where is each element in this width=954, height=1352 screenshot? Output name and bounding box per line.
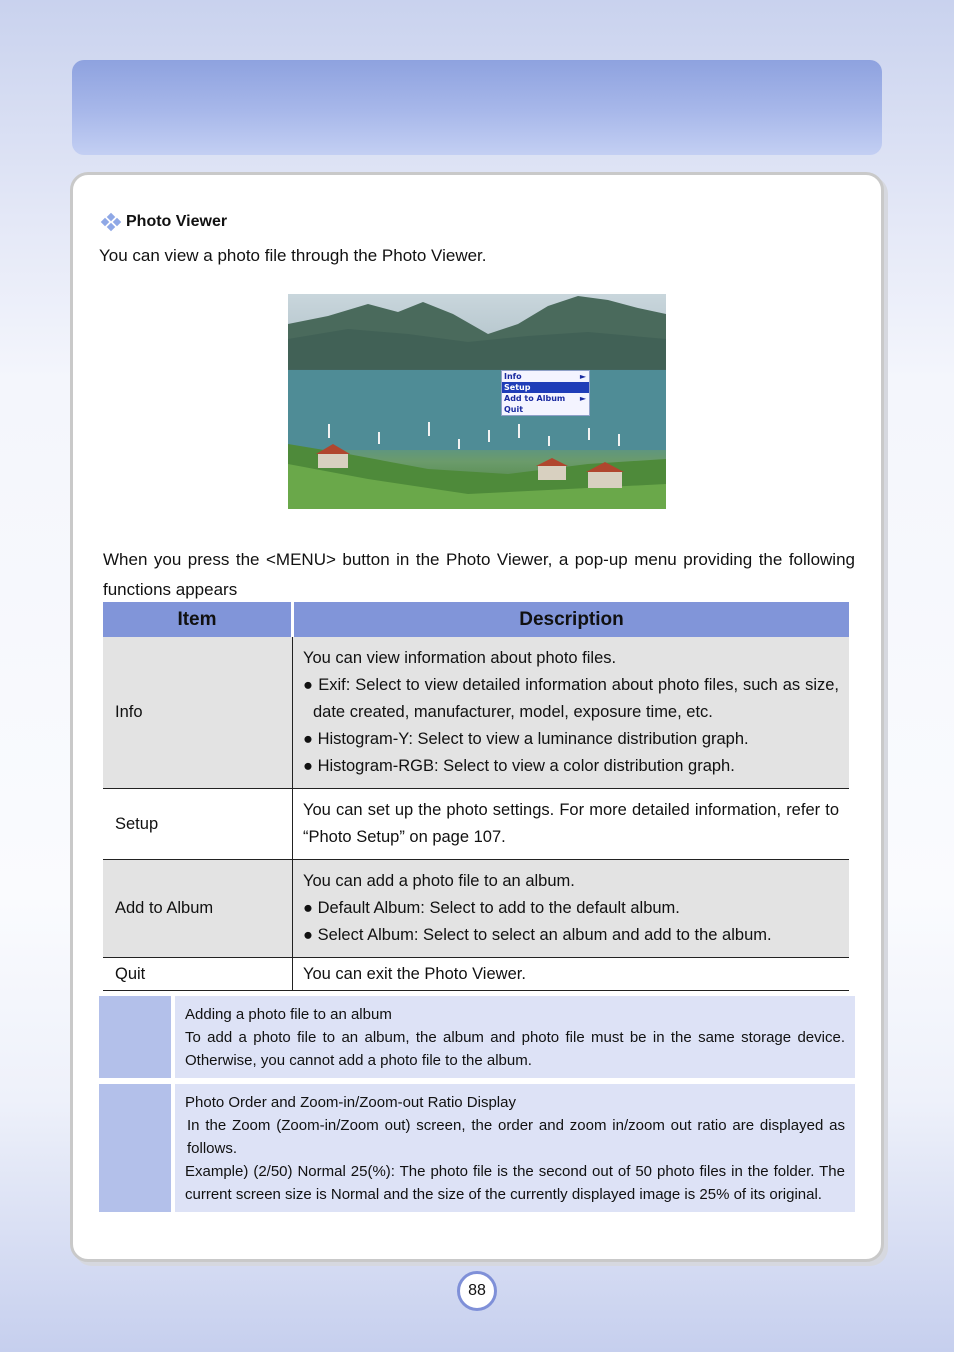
bullet-item: ● Histogram-RGB: Select to view a color distribution graph.: [303, 757, 735, 775]
section-heading: [101, 213, 227, 231]
photo-viewer-screenshot: [288, 294, 666, 509]
description-cell: [293, 958, 850, 991]
section-title: Photo Viewer: [126, 213, 228, 230]
note-text: To add a photo file to an album, the album and photo file must be in the same storage device. Otherwise, you cannot add a photo file to the album.: [185, 1029, 845, 1069]
description-cell: [293, 860, 850, 958]
description-lead: You can set up the photo settings. For more detailed information, refer to “Photo Setup” on page 107.: [303, 801, 839, 846]
arrow-right-icon: ►: [579, 394, 586, 403]
page-number: 88: [457, 1271, 497, 1311]
description-lead: You can add a photo file to an album.: [303, 872, 575, 890]
menu-description-paragraph: When you press the <MENU> button in the Photo Viewer, a pop-up menu providing the following functions appears: [103, 550, 855, 599]
item-cell: Info: [103, 637, 293, 789]
header-banner: [72, 60, 882, 155]
item-cell: Add to Album: [103, 860, 293, 958]
table-row: [103, 860, 849, 958]
bullet-item: ● Histogram-Y: Select to view a luminance distribution graph.: [303, 730, 749, 748]
note-box: [99, 1084, 855, 1212]
note-side-bar: [99, 996, 171, 1078]
table-header-row: [103, 602, 849, 637]
description-cell: [293, 637, 850, 789]
arrow-right-icon: ►: [579, 372, 586, 381]
header-item: Item: [103, 602, 293, 637]
landscape-illustration: [288, 294, 666, 509]
table-row: [103, 789, 849, 860]
bullet-item: ● Default Album: Select to add to the default album.: [303, 899, 680, 917]
table-row: [103, 958, 849, 991]
description-lead: You can exit the Photo Viewer.: [303, 964, 526, 983]
header-description: Description: [293, 602, 850, 637]
bullet-item: ● Exif: Select to view detailed information about photo files, such as size, date created, manufacturer, model, exposure time, etc.: [303, 676, 839, 721]
popup-menu: [501, 370, 590, 416]
note-text: Example) (2/50) Normal 25(%): The photo file is the second out of 50 photo files in the folder. The current screen size is Normal and the size of the currently displayed image is 25% of its original.: [185, 1163, 845, 1203]
popup-item-quit: Quit: [504, 405, 524, 414]
description-lead: You can view information about photo files.: [303, 649, 617, 667]
note-title: Adding a photo file to an album: [185, 1006, 392, 1023]
note-side-bar: [99, 1084, 171, 1212]
table-row: [103, 637, 849, 789]
note-box: [99, 996, 855, 1078]
bullet-item: ● Select Album: Select to select an album and add to the album.: [303, 926, 772, 944]
note-text: In the Zoom (Zoom-in/Zoom out) screen, the order and zoom in/zoom out ratio are displayed as follows.: [187, 1117, 845, 1157]
item-cell: Setup: [103, 789, 293, 860]
popup-item-info: Info ►: [504, 372, 586, 381]
functions-table: [103, 602, 849, 991]
description-cell: [293, 789, 850, 860]
content-panel: [70, 172, 884, 1262]
intro-text: You can view a photo file through the Photo Viewer.: [99, 246, 487, 265]
note-body: [175, 996, 855, 1078]
note-title: Photo Order and Zoom-in/Zoom-out Ratio Display: [185, 1094, 516, 1111]
popup-item-setup: Setup: [502, 382, 589, 393]
item-cell: Quit: [103, 958, 293, 991]
popup-item-add-to-album: Add to Album ►: [504, 394, 586, 403]
note-body: [175, 1084, 855, 1212]
diamond-bullet-icon: [101, 214, 121, 230]
